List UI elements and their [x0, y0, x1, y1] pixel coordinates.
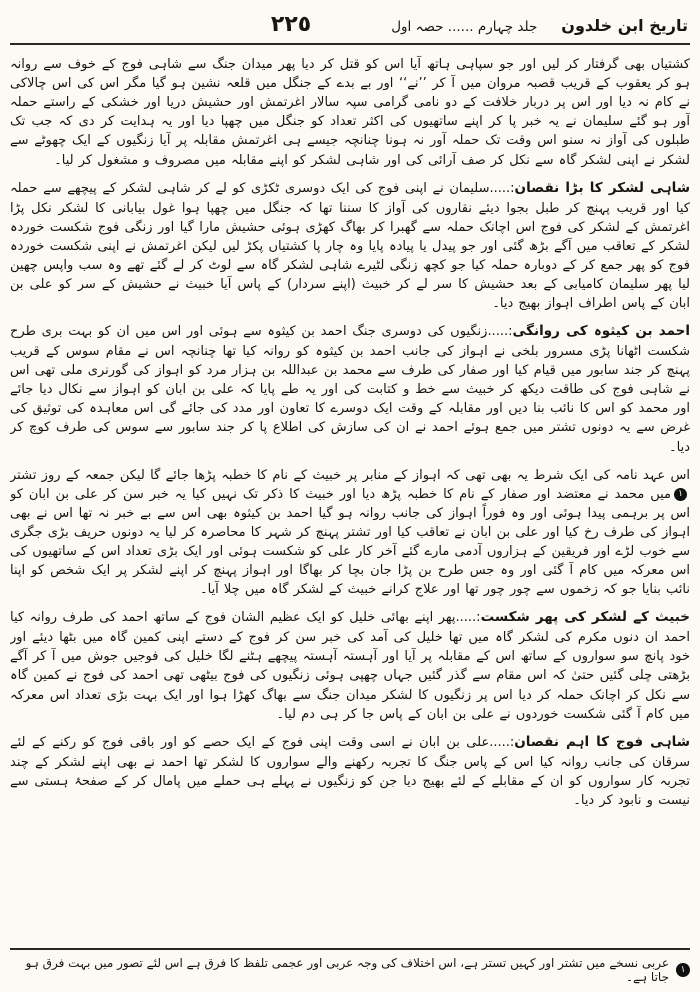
heading-separator: :..... — [489, 734, 515, 750]
paragraph-treaty-condition — [10, 466, 690, 600]
section-royal-army-loss — [10, 179, 690, 314]
section-royal-army-major-loss — [10, 733, 690, 810]
paragraph-text: زنگیوں کی دوسری جنگ احمد بن کیثوہ سے ہوئی اور اس میں ان کو بہت بری طرح شکست اٹھانا پڑی مسرور بلخی نے اہواز کی جانب احمد بن کیثوہ کو روانہ کیا تھا چنانچہ اس نے مقام سوس کے قریب پہنچ کر جند سابور میں قیام کیا اور صفار کی طرف سے محمد بن عبداللہ بن ہزار مرد کو اہواز کی گورنری ملی تھی اس نے شاہی فوج کی طاقت دیکھ کر خبیث سے خط و کتابت کی اور یہ طے پایا کہ علی بن ابان کو اہواز سے نکال دیا جائے اور محمد کو اس کا نائب بنا دیں اور مقابلہ کے وقت ایک دوسرے کا تعاون اور مدد کی جائے گی اس معاہدہ کی توثیق کی غرض سے یہ دونوں تشتر میں جمع ہوئے احمد نے ان کی سازش کی اطلاع پا کر جند سابور سے سوس کی طرف کوچ کر دیا۔ — [10, 324, 690, 455]
paragraph-text: کشتیاں بھی گرفتار کر لیں اور جو سپاہی ہاتھ آیا اس کو قتل کر دیا پھر میدان جنگ سے شاہی فوج کے خوف سے روانہ ہو کر یعقوب کے قریب قصبہ مروان میں آ کر ’’نے‘‘ اور بے بدے کے جنگل میں قلعہ نشین ہو گیا مگر اس کی اس چالاکی نے کام نہ دیا اور اس پر دربار خلافت کے دو نامی گرامی سپہ سالار اغرتمش اور حشیش دریا اور خشکی کے راستے حملہ آور ہو گئے سلیمان نے یہ خبر پا کر اپنے ساتھیوں کی اکثر تعداد کو جنگل میں چھپا دیا اور یہ ہدایت کر دی کہ جب تک طبلوں کی آواز نہ سنو اس وقت تک حملہ آور نہ ہونا چنانچہ جیسے ہی اغرتمش مقابلہ پر آیا زنگیوں کے ایک چھوٹے سے لشکر نے اپنی لشکر گاہ سے نکل کر صف آرائی کی اور شاہی لشکر کو اپنے مقابلہ میں مصروف و مشغول کر لیا۔ — [10, 57, 690, 168]
footnote-area — [10, 948, 690, 984]
heading-separator: :..... — [487, 324, 513, 340]
heading-separator: :..... — [489, 180, 515, 196]
section-heading: احمد بن کیثوہ کی روانگی — [512, 323, 690, 340]
paragraph-text: سلیمان نے اپنی فوج کی ایک دوسری ٹکڑی کو لے کر شاہی لشکر کے پیچھے سے حملہ کیا اور قریب پہنچ کر طبل بجوا دیئے نقاروں کی آواز کا سننا تھا کہ جنگل میں چھپا ہوا غول بیابانی کا لشکر نکل پڑا اغرتمش کے لشکر کی فوج اس اچانک حملہ سے گھبرا کر بھاگ کھڑی ہوئی حشیش مارا گیا اور زنگی فوج شکست خوردہ لشکر کے تعاقب میں آگے بڑھ گئی اور جو پیدل یا پیادہ پایا وہ چار پا کشتیاں پکڑ لیں لیکن اغرتمش نے اپنی شکست خوردہ فوج کو پھر جمع کر کے دوبارہ حملہ کیا جو کچھ زنگی لٹیرے شاہی لشکر گاہ سے لوٹ کر لے گئے تھے وہ سب واپس چھین لیا پھر سلیمان کامیابی کے بعد حشیش کا سر لے کر خبیث (اپنے سردار) کے پاس آیا خبیث نے حشیش کے سر کو علی بن ابان کے پاس اطراف اہواز بھیج دیا۔ — [10, 180, 690, 312]
section-heading: خبیث کے لشکر کی پھر شکست — [480, 609, 690, 626]
paragraph-text: پھر اپنے بھائی خلیل کو ایک عظیم الشان فوج کے ساتھ احمد کی طرف روانہ کیا احمد ان دنوں مکرم کی لشکر گاہ میں تھا خلیل کی آمد کی خبر سن کر فوج کے دستے اپنی کمین گاہ میں بٹھا دیئے اور خود پانچ سو سواروں کے ساتھ اس کے مقابلہ پر آیا اور آہستہ آہستہ پیچھے ہٹنے لگا خلیل کی فوجیں جوش میں آ کر آگے بڑھتی چلی گئیں حتیٰ کہ اس مقام سے گذر گئیں جہاں چھپی ہوئی زنگیوں کی فوج بیٹھی تھی احمد کی فوج نے کمین گاہ سے نکل کر اچانک حملہ کر دیا اس پر زنگیوں کا لشکر میدان جنگ سے بھاگ کھڑا ہوا اور ایک بہت بڑی تعداد اس معرکہ میں کام آ گئی شکست خوردوں نے علی بن ابان کے پاس جا کر ہی دم لیا۔ — [10, 610, 690, 722]
book-title: تاریخ ابن خلدون — [561, 16, 688, 35]
page-body — [10, 55, 690, 948]
page-number: ٢٢٥ — [270, 12, 312, 37]
volume-part-label: جلد چہارم ...... حصہ اول — [391, 19, 538, 35]
footnote-reference-icon: ۱ — [674, 488, 687, 501]
footnote-text: عربی نسخے میں تشتر اور کہیں تستر ہے، اس اختلاف کی وجہ عربی اور عجمی تلفظ کا فرق ہے اس لئے تصور میں بہت فرق ہو جاتا ہے۔ — [25, 956, 669, 984]
paragraph-text: اس عہد نامہ کی ایک شرط یہ بھی تھی کہ اہواز کے منابر پر خبیث کے نام کا خطبہ پڑھا جائے گا لیکن جمعہ کے روز تشتر — [10, 467, 690, 483]
section-khabith-army-defeat — [10, 608, 690, 723]
section-heading: شاہی فوج کا اہم نقصان — [514, 733, 690, 750]
paragraph-continuation — [10, 55, 690, 170]
section-heading: شاہی لشکر کا بڑا نقصان — [514, 179, 690, 196]
section-ahmad-bin-kaythuh-departure — [10, 322, 690, 457]
heading-separator: :..... — [455, 610, 481, 626]
header-divider — [10, 43, 690, 45]
footnote-number-icon: ۱ — [676, 963, 690, 977]
page-header — [10, 10, 690, 43]
paragraph-text: علی بن ابان نے اسی وقت اپنی فوج کے ایک حصے کو اور باقی فوج کو رکنے کے لئے سرقان کی جانب روانہ کیا اس کے پاس جنگ کا تجربہ رکھنے والے سواروں کا لشکر تھا احمد نے بھی اپنے لشکر کے چند تجربہ کار سواروں کو ان کے مقابلے کے لئے بھیج دیا جن کو زنگیوں نے پہلے ہی حملے میں پامال کر کے صفحۂ ہستی سے نیست و نابود کر دیا۔ — [10, 734, 690, 808]
paragraph-text: میں محمد نے معتضد اور صفار کے نام کا خطبہ پڑھ دیا اور خبیث کا ذکر تک نہیں کیا یہ خبر سن کر علی بن ابان کو اس پر برہمی پیدا ہوئی اور وہ فوراً اہواز کی جانب روانہ ہو گیا احمد بن کیثوہ بھی اس سے بے خبر نہ تھا اس نے بھی اہواز کی طرف رخ کیا اور علی بن ابان نے تعاقب کیا اور تشتر پہنچ کر شہر کا محاصرہ کر لیا یہ دونوں حریف بڑی جگری سے خوب لڑے اور فریقین کے ہزاروں آدمی مارے گئے آخر کار علی کو شکست ہوئی اور ایک بڑی تعداد اس کے ساتھیوں کی اس معرکہ میں کام آ گئی اور وہ جس طرح بن پڑا جان بچا کر بھاگا اور اہواز پہنچ کر اپنے لشکر پر ایک شخص کو اپنا نائب بنایا جو کہ زخموں سے چور چور تھا اور علاج کرانے خبیث کے لشکر گاہ میں چلا آیا۔ — [10, 486, 690, 598]
